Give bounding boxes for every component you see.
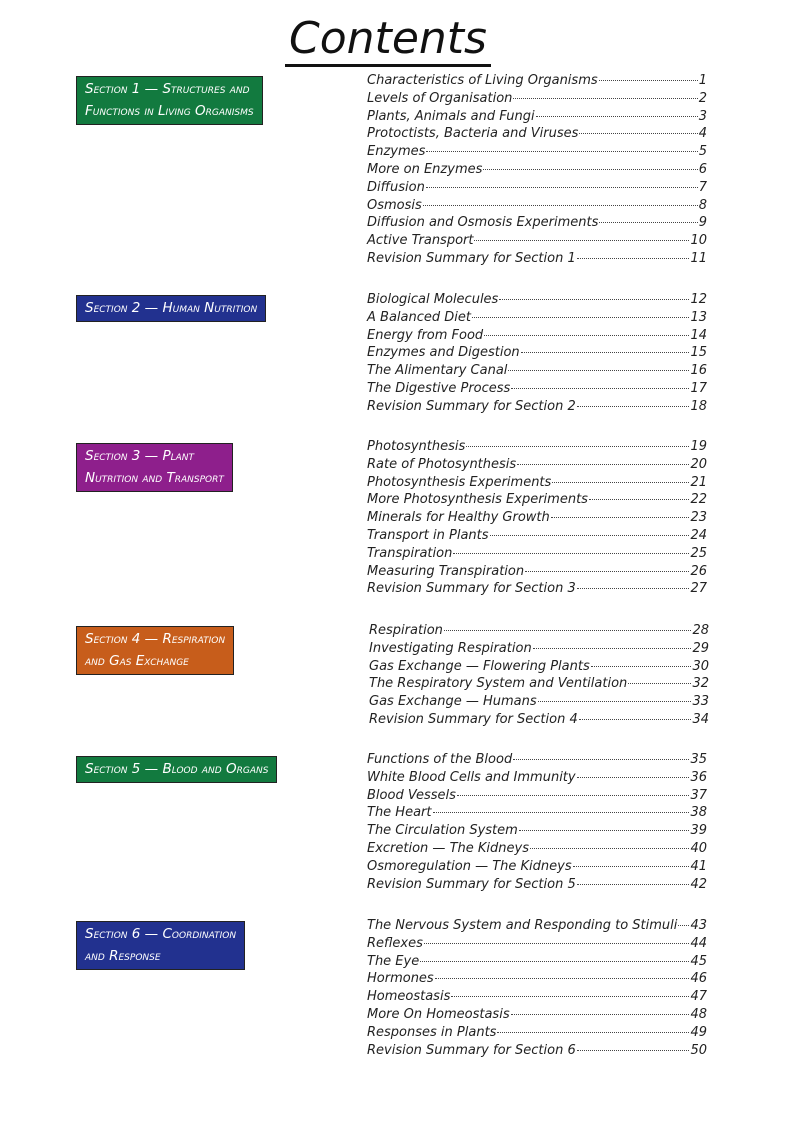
toc-entry-title: The Alimentary Canal [367,363,508,379]
toc-entry-page: 50 [690,1042,707,1058]
toc-entry-page: 3 [698,108,707,124]
toc-entry-title: Transport in Plants [367,527,489,543]
section-6-badge[interactable] [76,921,245,970]
page-title-text: Contents [285,13,491,67]
section-6-toc [367,918,707,1060]
section-5-toc [367,752,707,894]
toc-entry-page: 2 [698,90,707,106]
toc-entry-title: Responses in Plants [367,1024,497,1040]
toc-entry-page: 46 [690,971,707,987]
dot-leader [521,351,690,353]
toc-entry-title: A Balanced Diet [367,309,471,325]
toc-entry[interactable] [369,659,709,677]
toc-entry-title: The Circulation System [367,823,518,839]
toc-entry[interactable] [367,215,707,233]
toc-entry-title: The Respiratory System and Ventilation [369,676,628,692]
toc-entry-page: 17 [690,380,707,396]
section-5-badge-line1: Section 5 — Blood and Organs [85,761,269,777]
toc-entry-page: 27 [690,581,707,597]
toc-entry[interactable] [367,399,707,417]
dot-leader [420,960,689,962]
toc-entry-page: 19 [690,439,707,454]
toc-entry-page: 44 [690,935,707,951]
section-6-badge-line2: and Response [85,948,161,964]
toc-entry-title: The Nervous System and Responding to Stimuli [367,918,678,933]
section-1-badge[interactable] [76,76,263,125]
toc-entry[interactable] [367,180,707,198]
toc-entry-title: More Photosynthesis Experiments [367,492,588,508]
toc-entry-title: Functions of the Blood [367,752,513,767]
section-3-toc [367,439,707,599]
toc-entry-title: Gas Exchange — Humans [369,694,537,710]
toc-entry[interactable] [367,752,707,770]
dot-leader [426,150,697,152]
toc-entry-page: 7 [698,179,707,195]
dot-leader [538,700,692,702]
toc-entry-title: Hormones [367,971,434,987]
dot-leader [451,995,689,997]
section-3-badge[interactable] [76,443,233,492]
toc-entry[interactable] [367,328,707,346]
toc-entry[interactable] [367,1043,707,1061]
section-1-toc [367,73,707,269]
toc-entry[interactable] [367,198,707,216]
toc-entry-page: 37 [690,787,707,803]
dot-leader [444,629,692,631]
toc-entry[interactable] [367,971,707,989]
dot-leader [513,758,689,760]
toc-entry-title: The Heart [367,805,432,821]
toc-entry[interactable] [367,109,707,127]
toc-entry-title: Active Transport [367,233,474,249]
dot-leader [591,665,692,667]
dot-leader [433,811,690,813]
toc-entry[interactable] [367,492,707,510]
toc-entry[interactable] [369,712,709,730]
toc-entry-title: Revision Summary for Section 2 [367,398,576,414]
toc-entry[interactable] [367,162,707,180]
toc-entry-title: The Digestive Process [367,380,511,396]
dot-leader [530,847,689,849]
dot-leader [577,587,690,589]
toc-entry[interactable] [367,770,707,788]
toc-entry[interactable] [367,475,707,493]
toc-entry-page: 11 [690,250,707,266]
toc-entry-page: 45 [690,953,707,969]
dot-leader [426,186,698,188]
toc-entry-page: 43 [690,918,707,933]
dot-leader [577,405,690,407]
dot-leader [577,1049,690,1051]
dot-leader [435,977,690,979]
toc-entry[interactable] [367,439,707,457]
toc-entry[interactable] [367,546,707,564]
toc-entry[interactable] [369,694,709,712]
toc-entry-page: 25 [690,545,707,561]
toc-entry[interactable] [367,918,707,936]
section-4-toc [369,623,709,730]
toc-entry[interactable] [367,805,707,823]
dot-leader [466,445,689,447]
toc-entry-title: Revision Summary for Section 6 [367,1042,576,1058]
toc-entry-title: Biological Molecules [367,292,499,307]
dot-leader [552,481,689,483]
dot-leader [579,132,697,134]
toc-entry-page: 39 [690,823,707,839]
toc-entry-title: More On Homeostasis [367,1006,510,1022]
dot-leader [678,924,689,926]
dot-leader [599,79,698,81]
dot-leader [483,168,697,170]
toc-entry[interactable] [367,457,707,475]
toc-entry[interactable] [367,251,707,269]
toc-entry-title: Excretion — The Kidneys [367,840,529,856]
toc-entry-page: 34 [692,711,709,727]
dot-leader [490,534,690,536]
toc-entry[interactable] [367,292,707,310]
toc-entry[interactable] [367,91,707,109]
toc-entry-title: Diffusion [367,179,425,195]
toc-entry-title: White Blood Cells and Immunity [367,769,576,785]
toc-entry-title: Minerals for Healthy Growth [367,510,550,526]
toc-entry-title: Plants, Animals and Fungi [367,108,535,124]
toc-entry-page: 9 [698,215,707,231]
toc-entry[interactable] [367,823,707,841]
dot-leader [579,718,692,720]
toc-entry-title: Investigating Respiration [369,640,532,656]
toc-entry[interactable] [367,381,707,399]
toc-entry-title: Diffusion and Osmosis Experiments [367,215,599,231]
toc-entry[interactable] [369,676,709,694]
toc-entry-page: 10 [690,233,707,249]
toc-entry-title: Enzymes and Digestion [367,345,520,361]
dot-leader [551,516,690,518]
toc-entry-title: Energy from Food [367,327,484,343]
toc-entry[interactable] [367,310,707,328]
dot-leader [577,883,690,885]
toc-entry-page: 22 [690,492,707,508]
toc-entry[interactable] [367,989,707,1007]
section-3-badge-line2: Nutrition and Transport [85,470,224,486]
toc-entry-page: 23 [690,510,707,526]
toc-entry-page: 36 [690,769,707,785]
toc-entry-title: Measuring Transpiration [367,563,525,579]
toc-entry-page: 15 [690,345,707,361]
toc-entry-page: 33 [692,694,709,710]
section-4-badge-line1: Section 4 — Respiration [85,631,226,647]
dot-leader [499,298,689,300]
toc-entry[interactable] [367,233,707,251]
toc-entry[interactable] [367,1025,707,1043]
toc-entry-page: 18 [690,398,707,414]
dot-leader [628,682,691,684]
dot-leader [474,239,689,241]
toc-entry-title: Respiration [369,623,443,638]
toc-entry-page: 26 [690,563,707,579]
section-2-badge[interactable] [76,295,266,322]
toc-entry-title: Gas Exchange — Flowering Plants [369,658,590,674]
toc-entry[interactable] [367,564,707,582]
dot-leader [457,794,690,796]
dot-leader [577,776,690,778]
toc-entry-page: 20 [690,456,707,472]
toc-entry-page: 8 [698,197,707,213]
dot-leader [589,498,690,500]
dot-leader [472,316,689,318]
toc-entry[interactable] [367,510,707,528]
toc-entry-title: Revision Summary for Section 1 [367,250,576,266]
dot-leader [573,865,690,867]
toc-entry-title: Photosynthesis Experiments [367,474,552,490]
section-5-badge[interactable] [76,756,277,783]
toc-entry-page: 16 [690,363,707,379]
toc-entry-title: Revision Summary for Section 5 [367,876,576,892]
page-title [0,14,776,64]
toc-entry-page: 40 [690,840,707,856]
toc-entry[interactable] [367,877,707,895]
toc-entry-title: Characteristics of Living Organisms [367,73,598,88]
toc-entry-title: More on Enzymes [367,161,483,177]
toc-entry-page: 42 [690,876,707,892]
toc-entry-page: 35 [690,752,707,767]
toc-entry[interactable] [367,528,707,546]
dot-leader [497,1031,689,1033]
toc-entry-title: The Eye [367,953,420,969]
section-1-badge-line1: Section 1 — Structures and [85,81,250,97]
toc-entry-page: 49 [690,1024,707,1040]
section-1-badge-line2: Functions in Living Organisms [85,103,254,119]
dot-leader [533,647,692,649]
dot-leader [517,463,689,465]
section-2-badge-line1: Section 2 — Human Nutrition [85,300,258,316]
toc-entry-title: Revision Summary for Section 4 [369,711,578,727]
toc-entry-page: 32 [692,676,709,692]
toc-entry[interactable] [369,641,709,659]
toc-entry[interactable] [367,1007,707,1025]
toc-entry-title: Osmosis [367,197,422,213]
toc-entry-title: Enzymes [367,144,426,160]
toc-entry-page: 4 [698,126,707,142]
toc-entry-page: 38 [690,805,707,821]
section-6-badge-line1: Section 6 — Coordination [85,926,237,942]
toc-entry-title: Blood Vessels [367,787,456,803]
toc-entry-title: Protoctists, Bacteria and Viruses [367,126,579,142]
toc-entry[interactable] [367,73,707,91]
toc-entry-page: 29 [692,640,709,656]
dot-leader [508,369,689,371]
toc-entry-page: 12 [690,292,707,307]
toc-entry-page: 13 [690,309,707,325]
toc-entry-title: Revision Summary for Section 3 [367,581,576,597]
dot-leader [513,97,697,99]
toc-entry[interactable] [367,363,707,381]
toc-entry[interactable] [367,788,707,806]
toc-entry[interactable] [367,954,707,972]
dot-leader [536,115,698,117]
dot-leader [599,221,697,223]
section-4-badge-line2: and Gas Exchange [85,653,189,669]
dot-leader [484,334,689,336]
section-2-toc [367,292,707,417]
toc-entry-title: Rate of Photosynthesis [367,456,517,472]
dot-leader [525,570,689,572]
section-4-badge[interactable] [76,626,234,675]
toc-entry[interactable] [367,144,707,162]
section-3-badge-line1: Section 3 — Plant [85,448,195,464]
toc-entry-title: Osmoregulation — The Kidneys [367,858,572,874]
toc-entry-page: 48 [690,1006,707,1022]
dot-leader [519,829,690,831]
toc-entry-title: Transpiration [367,545,453,561]
dot-leader [511,387,689,389]
dot-leader [577,257,690,259]
toc-entry-title: Reflexes [367,935,423,951]
toc-entry-title: Levels of Organisation [367,90,513,106]
toc-entry-page: 24 [690,527,707,543]
toc-entry-title: Photosynthesis [367,439,466,454]
toc-entry-page: 5 [698,144,707,160]
toc-entry[interactable] [367,581,707,599]
toc-entry[interactable] [367,841,707,859]
toc-entry[interactable] [369,623,709,641]
toc-entry-page: 41 [690,858,707,874]
dot-leader [453,552,689,554]
toc-entry-page: 6 [698,161,707,177]
toc-entry[interactable] [367,859,707,877]
dot-leader [424,942,690,944]
toc-entry-page: 21 [690,474,707,490]
toc-entry[interactable] [367,126,707,144]
toc-entry-page: 47 [690,989,707,1005]
toc-entry-title: Homeostasis [367,989,451,1005]
toc-entry-page: 14 [690,327,707,343]
toc-entry-page: 1 [698,73,707,88]
dot-leader [511,1013,690,1015]
dot-leader [423,204,698,206]
toc-entry-page: 30 [692,658,709,674]
toc-entry-page: 28 [692,623,709,638]
toc-entry[interactable] [367,936,707,954]
toc-entry[interactable] [367,345,707,363]
